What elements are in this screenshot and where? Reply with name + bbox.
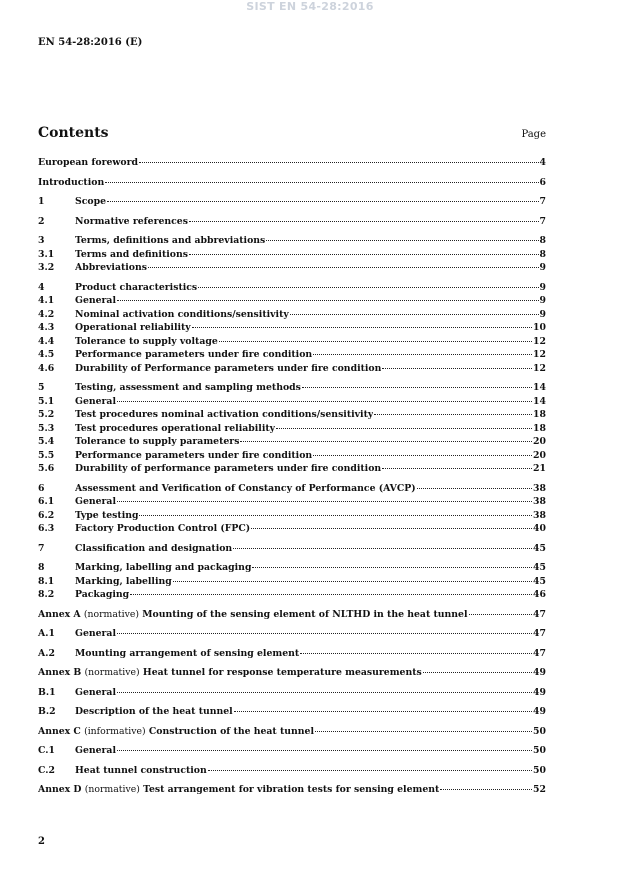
toc-entry-number: 4.3 <box>38 322 55 333</box>
toc-entry-number: 1 <box>38 196 45 207</box>
annex-label: Annex C <box>38 725 81 737</box>
dot-leader <box>117 633 532 634</box>
toc-entry-title-group <box>75 395 116 409</box>
toc-entry-title-group <box>75 321 191 335</box>
toc-entry-page: 38 <box>533 509 546 521</box>
toc-entry-page: 45 <box>533 562 546 573</box>
dot-leader <box>290 314 539 315</box>
toc-entry[interactable] <box>38 608 546 622</box>
toc-entry-title-group <box>75 294 116 308</box>
toc-entry-page: 14 <box>533 382 546 393</box>
toc-entry-number: 5.6 <box>38 463 55 474</box>
toc-entry[interactable] <box>38 195 546 209</box>
toc-entry-page: 50 <box>533 764 546 776</box>
page-number: 2 <box>38 836 45 847</box>
toc-entry-number: 4.4 <box>38 335 55 347</box>
toc-entry-number: C.2 <box>38 764 55 776</box>
toc-entry-title-group <box>75 281 197 295</box>
toc-entry-title: Factory Production Control (FPC) <box>75 523 251 534</box>
toc-entry-page: 8 <box>539 235 546 246</box>
toc-entry-title-group <box>38 666 422 680</box>
toc-entry-page: 47 <box>533 608 546 620</box>
toc-entry-title-group <box>75 449 312 463</box>
toc-entry[interactable] <box>38 462 546 476</box>
toc-entry-title-group <box>75 482 416 496</box>
toc-entry-page: 50 <box>533 725 546 737</box>
annex-qualifier: (normative) <box>84 667 140 678</box>
toc-entry[interactable] <box>38 495 546 509</box>
table-of-contents <box>38 156 546 797</box>
toc-entry-title-group <box>75 335 218 349</box>
toc-entry-title-group <box>75 575 172 589</box>
toc-entry-number: 4.2 <box>38 308 55 320</box>
toc-entry-page: 49 <box>533 686 546 698</box>
toc-entry-title: Construction of the heat tunnel <box>148 725 314 737</box>
dot-leader <box>130 594 532 595</box>
toc-entry-page: 47 <box>533 628 546 639</box>
document-id-header: EN 54-28:2016 (E) <box>38 37 143 48</box>
dot-leader <box>189 254 539 255</box>
toc-entry-number: 5.1 <box>38 395 55 407</box>
toc-entry-title: Performance parameters under fire condition <box>75 449 313 461</box>
toc-entry-number: B.2 <box>38 706 56 717</box>
toc-entry[interactable] <box>38 381 546 395</box>
toc-entry[interactable] <box>38 509 546 523</box>
dot-leader <box>117 692 532 693</box>
toc-entry-title: Mounting arrangement of sensing element <box>75 647 300 659</box>
toc-entry-title-group <box>75 495 116 509</box>
watermark: SIST EN 54-28:2016 <box>246 0 374 13</box>
toc-entry-title: Introduction <box>38 176 105 188</box>
dot-leader <box>240 441 532 442</box>
toc-entry-page: 6 <box>539 176 546 188</box>
toc-entry-page: 49 <box>533 706 546 717</box>
toc-entry-number: 2 <box>38 215 45 227</box>
toc-entry-title: General <box>75 628 116 639</box>
toc-entry-title: Terms, definitions and abbreviations <box>75 235 266 246</box>
dot-leader <box>313 354 532 355</box>
toc-entry-title-group <box>38 783 439 797</box>
dot-leader <box>208 770 532 771</box>
dot-leader <box>374 414 532 415</box>
toc-entry-title: Durability of Performance parameters under fire condition <box>75 362 382 374</box>
dot-leader <box>266 240 538 241</box>
toc-entry[interactable] <box>38 588 546 602</box>
toc-entry-page: 12 <box>533 335 546 347</box>
toc-entry-number: 4 <box>38 281 45 293</box>
toc-entry-number: 4.5 <box>38 349 55 360</box>
toc-entry-title: Normative references <box>75 215 188 227</box>
dot-leader <box>117 300 539 301</box>
dot-leader <box>313 455 532 456</box>
toc-entry[interactable] <box>38 435 546 449</box>
dot-leader <box>219 341 532 342</box>
toc-entry-page: 7 <box>539 215 546 227</box>
toc-entry-title-group <box>75 744 116 758</box>
toc-entry-title-group <box>75 408 373 422</box>
toc-entry[interactable] <box>38 705 546 719</box>
toc-entry-number: 8.1 <box>38 575 55 587</box>
toc-entry-title-group <box>75 195 106 209</box>
dot-leader <box>117 401 532 402</box>
annex-qualifier: (normative) <box>83 608 139 620</box>
toc-entry-title: Description of the heat tunnel <box>75 706 233 717</box>
toc-entry-title-group <box>75 381 301 395</box>
toc-entry-title: Classification and designation <box>75 542 233 554</box>
toc-entry[interactable] <box>38 215 546 229</box>
toc-entry-title: Heat tunnel for response temperature measurements <box>142 667 422 678</box>
dot-leader <box>107 201 539 202</box>
toc-entry-page: 9 <box>539 295 546 306</box>
toc-entry-title: Operational reliability <box>75 322 191 333</box>
toc-entry-title-group <box>75 422 275 436</box>
dot-leader <box>189 221 539 222</box>
dot-leader <box>233 548 532 549</box>
toc-entry-title: Tolerance to supply parameters <box>75 436 240 447</box>
toc-entry-title: Terms and definitions <box>75 248 188 260</box>
toc-entry-page: 45 <box>533 542 546 554</box>
dot-leader <box>423 672 532 673</box>
toc-entry-title: Test arrangement for vibration tests for sensing element <box>143 784 440 795</box>
toc-entry[interactable] <box>38 744 546 758</box>
toc-entry[interactable] <box>38 482 546 496</box>
toc-entry-page: 9 <box>539 262 546 273</box>
toc-entry-number: 7 <box>38 542 45 554</box>
toc-entry-title: Heat tunnel construction <box>75 764 207 776</box>
toc-entry-page: 12 <box>533 362 546 374</box>
annex-qualifier: (normative) <box>84 784 140 795</box>
toc-entry-title: Nominal activation conditions/sensitivity <box>75 308 289 320</box>
dot-leader <box>148 267 539 268</box>
toc-entry[interactable] <box>38 627 546 641</box>
toc-entry-page: 45 <box>533 575 546 587</box>
toc-entry[interactable] <box>38 335 546 349</box>
toc-entry-page: 38 <box>533 482 546 494</box>
dot-leader <box>417 488 532 489</box>
dot-leader <box>382 368 532 369</box>
toc-entry-title: Test procedures operational reliability <box>75 422 276 434</box>
toc-entry-title-group <box>75 647 299 661</box>
toc-entry-title-group <box>75 686 116 700</box>
dot-leader <box>173 581 532 582</box>
dot-leader <box>234 711 532 712</box>
toc-entry-title-group <box>75 215 188 229</box>
toc-entry-page: 9 <box>539 281 546 293</box>
toc-entry-title: Test procedures nominal activation conditions/sensitivity <box>75 409 374 420</box>
toc-entry-number: 5.2 <box>38 409 55 420</box>
toc-entry-number: C.1 <box>38 745 55 756</box>
toc-entry-page: 7 <box>539 196 546 207</box>
toc-entry-number: 3.1 <box>38 248 55 260</box>
dot-leader <box>440 789 532 790</box>
toc-entry-number: A.1 <box>38 628 55 639</box>
toc-entry-title: Durability of performance parameters under fire condition <box>75 463 382 474</box>
toc-entry[interactable] <box>38 281 546 295</box>
toc-entry-title: Performance parameters under fire condition <box>75 349 313 360</box>
toc-entry-title-group <box>75 627 116 641</box>
annex-label: Annex D <box>38 784 82 795</box>
dot-leader <box>315 731 532 732</box>
toc-entry-page: 21 <box>533 463 546 474</box>
toc-entry-number: 5 <box>38 382 45 393</box>
dot-leader <box>251 528 532 529</box>
toc-entry[interactable] <box>38 561 546 575</box>
toc-entry-title: Abbreviations <box>75 262 148 273</box>
toc-entry-page: 50 <box>533 745 546 756</box>
toc-entry-title-group <box>75 509 138 523</box>
toc-entry-title: Mounting of the sensing element of NLTHD in the heat tunnel <box>142 608 468 620</box>
toc-entry-number: 5.3 <box>38 422 55 434</box>
dot-leader <box>198 287 538 288</box>
dot-leader <box>252 567 532 568</box>
toc-entry-title-group <box>75 308 289 322</box>
toc-entry-number: 4.1 <box>38 295 55 306</box>
toc-entry[interactable] <box>38 666 546 680</box>
toc-entry-page: 4 <box>539 157 546 168</box>
toc-entry[interactable] <box>38 308 546 322</box>
toc-entry-title: Packaging <box>75 589 130 600</box>
toc-entry-title-group <box>75 561 251 575</box>
toc-entry[interactable] <box>38 234 546 248</box>
toc-entry-page: 18 <box>533 422 546 434</box>
toc-entry-title: Product characteristics <box>75 281 198 293</box>
toc-entry-title: General <box>75 395 116 407</box>
toc-entry-title-group <box>75 542 232 556</box>
toc-entry-page: 20 <box>533 449 546 461</box>
dot-leader <box>300 653 532 654</box>
toc-entry-title-group <box>38 176 104 190</box>
toc-entry-title: Marking, labelling and packaging <box>75 562 252 573</box>
toc-entry-title: Scope <box>75 196 106 207</box>
dot-leader <box>117 750 532 751</box>
toc-entry-title: General <box>75 295 116 306</box>
toc-entry-number: 5.5 <box>38 449 55 461</box>
toc-entry-number: 6 <box>38 482 45 494</box>
toc-entry-title-group <box>38 608 468 622</box>
toc-entry[interactable] <box>38 686 546 700</box>
toc-entry-title-group <box>75 705 233 719</box>
toc-entry-title: Assessment and Verification of Constancy of Performance (AVCP) <box>75 482 416 494</box>
toc-entry-title: General <box>75 496 116 507</box>
annex-label: Annex A <box>38 608 81 620</box>
toc-entry[interactable] <box>38 783 546 797</box>
toc-entry-page: 10 <box>533 322 546 333</box>
toc-entry[interactable] <box>38 725 546 739</box>
toc-entry[interactable] <box>38 575 546 589</box>
toc-entry-number: 8 <box>38 562 45 573</box>
toc-entry-title-group <box>75 362 381 376</box>
dot-leader <box>192 327 532 328</box>
toc-entry-title-group <box>75 522 250 536</box>
toc-entry-title-group <box>75 462 381 476</box>
toc-entry-title: Marking, labelling <box>75 575 172 587</box>
toc-entry[interactable] <box>38 542 546 556</box>
dot-leader <box>105 182 538 183</box>
toc-entry[interactable] <box>38 449 546 463</box>
toc-entry-page: 9 <box>539 308 546 320</box>
toc-entry-number: 8.2 <box>38 589 55 600</box>
toc-entry[interactable] <box>38 348 546 362</box>
toc-entry-number: 5.4 <box>38 436 55 447</box>
toc-entry-number: 6.1 <box>38 496 55 507</box>
toc-entry-title-group <box>75 348 312 362</box>
toc-entry-title: Testing, assessment and sampling methods <box>75 382 301 393</box>
toc-entry-title-group <box>38 156 138 170</box>
toc-entry-page: 38 <box>533 496 546 507</box>
toc-entry-page: 20 <box>533 436 546 447</box>
toc-entry-number: A.2 <box>38 647 55 659</box>
toc-entry[interactable] <box>38 321 546 335</box>
toc-entry[interactable] <box>38 248 546 262</box>
toc-entry-title-group <box>38 725 314 739</box>
toc-entry-page: 14 <box>533 395 546 407</box>
page-column-label: Page <box>521 129 546 140</box>
dot-leader <box>117 501 532 502</box>
toc-entry-page: 8 <box>539 248 546 260</box>
toc-entry-page: 47 <box>533 647 546 659</box>
toc-entry[interactable] <box>38 294 546 308</box>
toc-entry-title-group <box>75 234 265 248</box>
toc-entry[interactable] <box>38 395 546 409</box>
annex-label: Annex B <box>38 667 82 678</box>
toc-entry[interactable] <box>38 764 546 778</box>
toc-entry-title-group <box>75 588 129 602</box>
toc-entry-number: 6.3 <box>38 523 55 534</box>
toc-entry[interactable] <box>38 176 546 190</box>
toc-entry-title: General <box>75 745 116 756</box>
toc-entry-title-group <box>75 261 147 275</box>
toc-entry[interactable] <box>38 156 546 170</box>
toc-entry-title: Type testing <box>75 509 139 521</box>
toc-entry-number: B.1 <box>38 686 56 698</box>
dot-leader <box>139 515 532 516</box>
toc-entry[interactable] <box>38 261 546 275</box>
toc-entry[interactable] <box>38 362 546 376</box>
dot-leader <box>469 614 533 615</box>
toc-entry-number: 6.2 <box>38 509 55 521</box>
dot-leader <box>139 162 539 163</box>
toc-entry-page: 12 <box>533 349 546 360</box>
toc-entry-page: 52 <box>533 784 546 795</box>
dot-leader <box>382 468 532 469</box>
toc-entry-page: 18 <box>533 409 546 420</box>
annex-qualifier: (informative) <box>84 725 146 737</box>
toc-entry-number: 3.2 <box>38 262 55 273</box>
toc-entry[interactable] <box>38 647 546 661</box>
toc-entry-title-group <box>75 248 188 262</box>
toc-entry-page: 46 <box>533 589 546 600</box>
toc-entry-page: 49 <box>533 667 546 678</box>
toc-entry-title: European foreword <box>38 157 138 168</box>
toc-entry-title-group <box>75 764 207 778</box>
toc-entry-title: Tolerance to supply voltage <box>75 335 218 347</box>
toc-entry-number: 3 <box>38 235 45 246</box>
dot-leader <box>302 387 532 388</box>
toc-entry-title-group <box>75 435 239 449</box>
toc-entry-title: General <box>75 686 116 698</box>
toc-entry[interactable] <box>38 522 546 536</box>
toc-entry-page: 40 <box>533 523 546 534</box>
contents-heading: Contents <box>38 125 109 141</box>
dot-leader <box>276 428 532 429</box>
toc-entry[interactable] <box>38 422 546 436</box>
toc-entry[interactable] <box>38 408 546 422</box>
toc-entry-number: 4.6 <box>38 362 55 374</box>
